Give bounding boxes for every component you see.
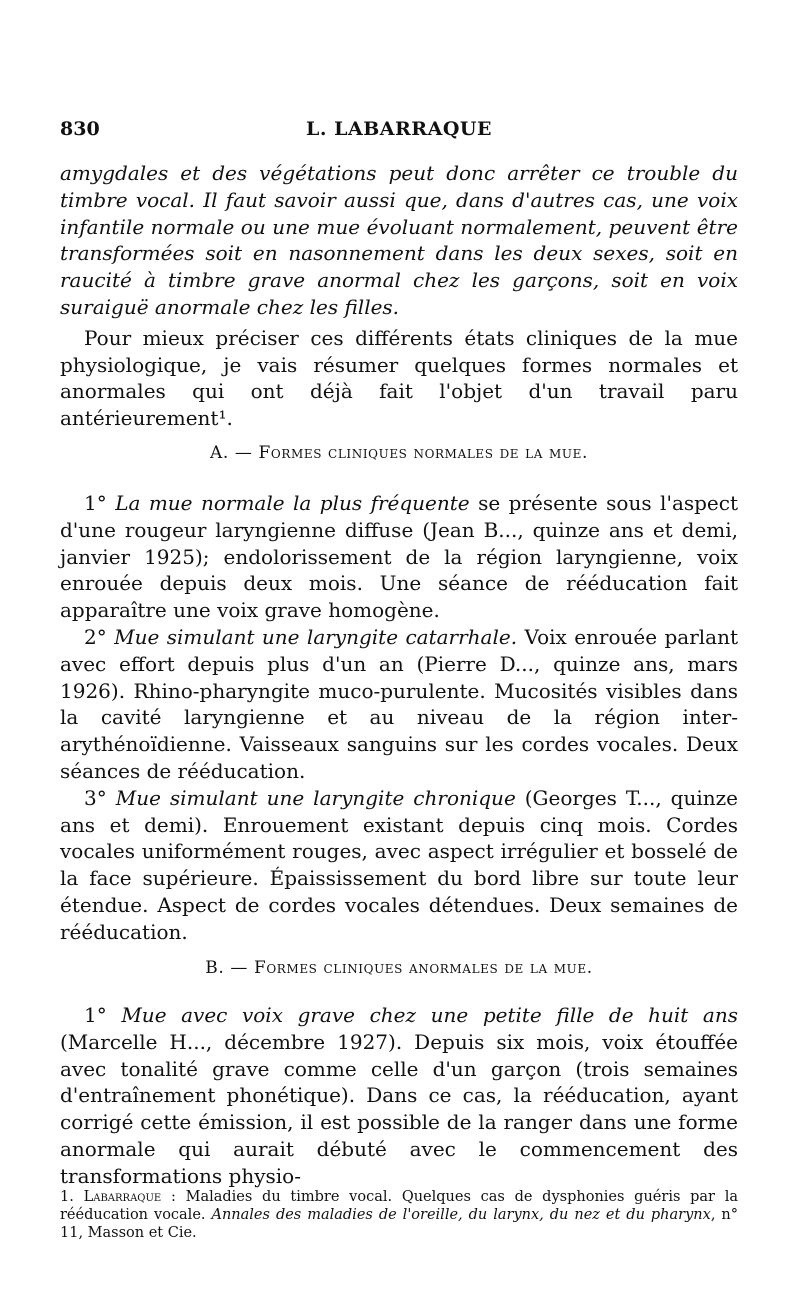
item-text: (Georges T..., quinze ans et demi). Enrouement existant depuis cinq mois. Cordes vocales uniformément rouges, avec aspect irrégulier et bosselé de la face supérieure. Épaississement du bord libre sur toute leur étendue. Aspect de cordes vocales détendues. Deux semaines de rééducation. (60, 785, 738, 944)
section-b-body (60, 1002, 738, 1190)
intro-paragraph: Pour mieux préciser ces différents états cliniques de la mue physiologique, je vais résumer quelques formes normales et anormales qui ont déjà fait l'objet d'un travail paru antérieurement¹. (60, 325, 738, 431)
footnote-journal: Annales des maladies de l'oreille, du larynx, du nez et du pharynx (211, 1207, 711, 1223)
item-number: 1° (84, 1003, 107, 1027)
section-a-item-1 (60, 490, 738, 624)
section-a-heading (60, 443, 738, 463)
section-a-body (60, 490, 738, 946)
item-title: Mue simulant une laryngite chronique (115, 785, 516, 810)
footnote-text-after: , n° 11, Masson et Cie. (60, 1207, 738, 1241)
intro-italic-paragraph: amygdales et des végétations peut donc arrêter ce trouble du timbre vocal. Il faut savoir aussi que, dans d'autres cas, une voix infantile normale ou une mue évoluant normalement, peuvent être transformées soit en nasonnement dans les deux sexes, soit en raucité à timbre grave anormal chez les garçons, soit en voix suraiguë anormale chez les filles. (60, 161, 738, 319)
item-text: se présente sous l'aspect d'une rougeur laryngienne diffuse (Jean B..., quinze ans et demi, janvier 1925); endolorissement de la région laryngienne, voix enrouée depuis deux mois. Une séance de rééducation fait apparaître une voix grave homogène. (60, 491, 739, 623)
intro-block (60, 160, 738, 432)
page-number: 830 (60, 118, 100, 140)
footnote (60, 1188, 738, 1242)
section-b-heading (60, 958, 738, 978)
item-text: (Marcelle H..., décembre 1927). Depuis six mois, voix étouffée avec tonalité grave comme celle d'un garçon (trois semaines d'entraînement phonétique). Dans ce cas, la rééducation, ayant corrigé cette émission, il est possible de la ranger dans une forme anormale qui aurait débuté avec le commencement des transformations physio- (60, 1029, 738, 1188)
footnote-author: Labarraque (83, 1189, 162, 1205)
section-a-item-2 (60, 624, 738, 785)
section-a-heading-text: A. — Formes cliniques normales de la mue. (210, 443, 588, 463)
item-text: Voix enrouée parlant avec effort depuis plus d'un an (Pierre D..., quinze ans, mars 1926). Rhino-pharyngite muco-purulente. Mucosités visibles dans la cavité laryngienne et au niveau de la région inter-arythénoïdienne. Vaisseaux sanguins sur les cordes vocales. Deux séances de rééducation. (60, 624, 739, 783)
item-number: 3° (84, 785, 107, 810)
item-number: 1° (84, 491, 107, 515)
item-number: 2° (84, 624, 107, 649)
item-title: Mue avec voix grave chez une petite fille de huit ans (121, 1003, 738, 1027)
section-b-heading-text: B. — Formes cliniques anormales de la mue. (205, 958, 593, 978)
footnote-text-before: : Maladies du timbre vocal. Quelques cas de dysphonies guéris par la rééducation vocale. (60, 1189, 739, 1223)
section-a-item-3 (60, 785, 738, 946)
item-title: La mue normale la plus fréquente (115, 491, 470, 515)
page-header (60, 118, 738, 148)
footnote-marker: 1. (60, 1189, 74, 1205)
section-b-item-1 (60, 1002, 738, 1190)
item-title: Mue simulant une laryngite catarrhale. (114, 624, 518, 649)
running-head: L. LABARRAQUE (306, 118, 492, 140)
